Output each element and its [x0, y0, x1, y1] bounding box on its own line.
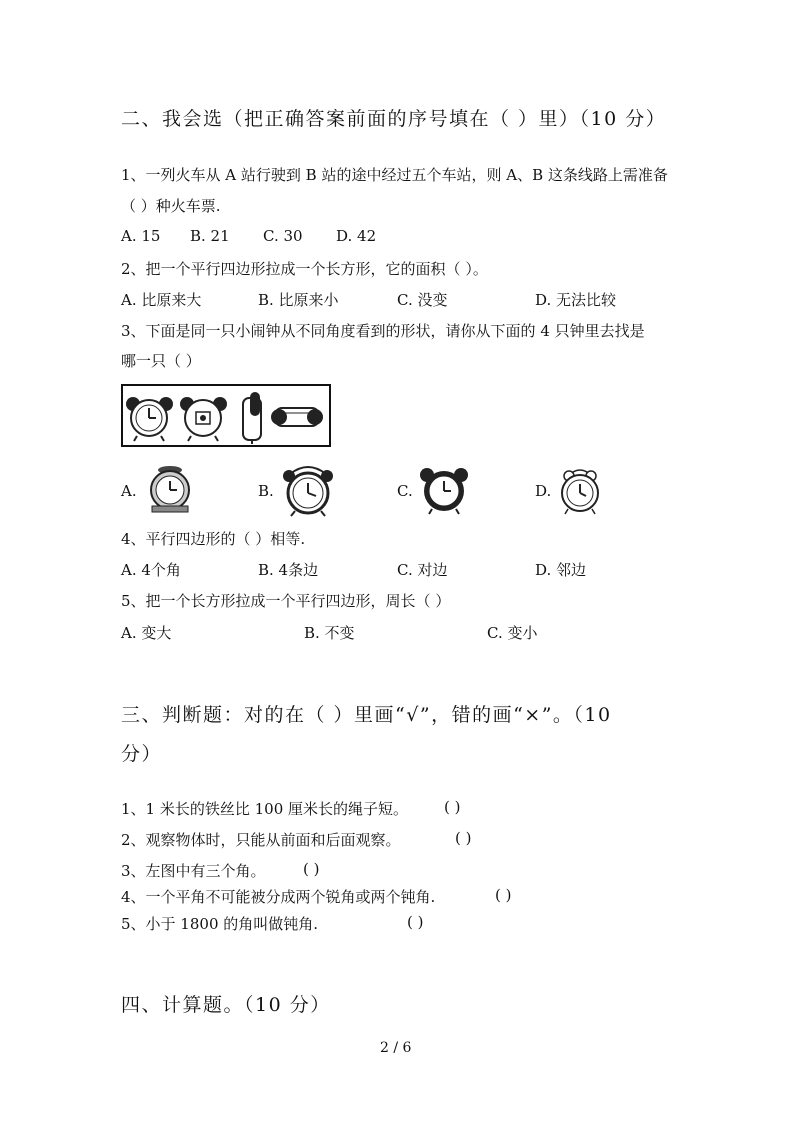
- q3-option-b-label: B.: [258, 482, 274, 500]
- clock-option-a-icon: [144, 462, 196, 514]
- tf-item-2-blank[interactable]: ( ): [455, 829, 472, 847]
- q3-option-a-label: A.: [121, 482, 137, 500]
- tf-item-4-text: 4、一个平角不可能被分成两个锐角或两个钝角.: [121, 888, 436, 906]
- clock-side-view-icon: [243, 392, 261, 444]
- tf-item-3-text: 3、左图中有三个角。: [121, 862, 266, 880]
- clock-option-d-icon: [556, 462, 604, 516]
- q1-option-b: B. 21: [190, 227, 230, 245]
- q3-text-line2: 哪一只（ ）: [121, 352, 201, 370]
- q1-text-line1: 1、一列火车从 A 站行驶到 B 站的途中经过五个车站，则 A、B 这条线路上需准备: [121, 166, 668, 184]
- tf-item-5-blank[interactable]: ( ): [407, 913, 424, 931]
- clock-back-view-icon: [180, 397, 227, 441]
- q4-option-d: D. 邻边: [535, 561, 587, 579]
- page-number: 2 / 6: [380, 1040, 412, 1056]
- q2-option-b: B. 比原来小: [258, 291, 339, 309]
- tf-item-5-text: 5、小于 1800 的角叫做钝角.: [121, 915, 319, 933]
- clock-views-figure: [121, 384, 331, 447]
- q1-option-a: A. 15: [121, 227, 161, 245]
- q3-option-c-label: C.: [397, 482, 413, 500]
- q5-option-b: B. 不变: [304, 624, 355, 642]
- q5-option-a: A. 变大: [121, 624, 172, 642]
- q1-option-d: D. 42: [336, 227, 377, 245]
- q2-text: 2、把一个平行四边形拉成一个长方形，它的面积（ ）。: [121, 260, 488, 278]
- clock-option-c-icon: [418, 465, 470, 515]
- q4-option-a: A. 4个角: [121, 561, 181, 579]
- q4-option-c: C. 对边: [397, 561, 448, 579]
- clock-front-view-icon: [126, 397, 173, 441]
- q2-option-d: D. 无法比较: [535, 291, 617, 309]
- q4-text: 4、平行四边形的（ ）相等.: [121, 530, 306, 548]
- tf-item-1-blank[interactable]: ( ): [444, 798, 461, 816]
- clock-top-view-icon: [271, 408, 323, 426]
- tf-item-2-text: 2、观察物体时，只能从前面和后面观察。: [121, 831, 401, 849]
- clock-option-b-icon: [280, 460, 336, 518]
- section2-title: 二、我会选（把正确答案前面的序号填在（ ）里）（10 分）: [121, 108, 667, 130]
- section3-title-line2: 分）: [121, 743, 163, 765]
- q5-option-c: C. 变小: [487, 624, 538, 642]
- q1-option-c: C. 30: [263, 227, 303, 245]
- q3-text-line1: 3、下面是同一只小闹钟从不同角度看到的形状，请你从下面的 4 只钟里去找是: [121, 322, 645, 340]
- q2-option-a: A. 比原来大: [121, 291, 202, 309]
- section3-title-line1: 三、判断题：对的在（ ）里画“√”，错的画“×”。（10: [121, 704, 612, 726]
- q5-text: 5、把一个长方形拉成一个平行四边形，周长（ ）: [121, 592, 451, 610]
- tf-item-1-text: 1、1 米长的铁丝比 100 厘米长的绳子短。: [121, 800, 409, 818]
- q1-text-line2: （ ）种火车票.: [121, 197, 221, 215]
- q2-option-c: C. 没变: [397, 291, 448, 309]
- q4-option-b: B. 4条边: [258, 561, 319, 579]
- tf-item-3-blank[interactable]: ( ): [303, 860, 320, 878]
- q3-option-d-label: D.: [535, 482, 552, 500]
- section4-title: 四、计算题。（10 分）: [121, 994, 331, 1016]
- tf-item-4-blank[interactable]: ( ): [495, 886, 512, 904]
